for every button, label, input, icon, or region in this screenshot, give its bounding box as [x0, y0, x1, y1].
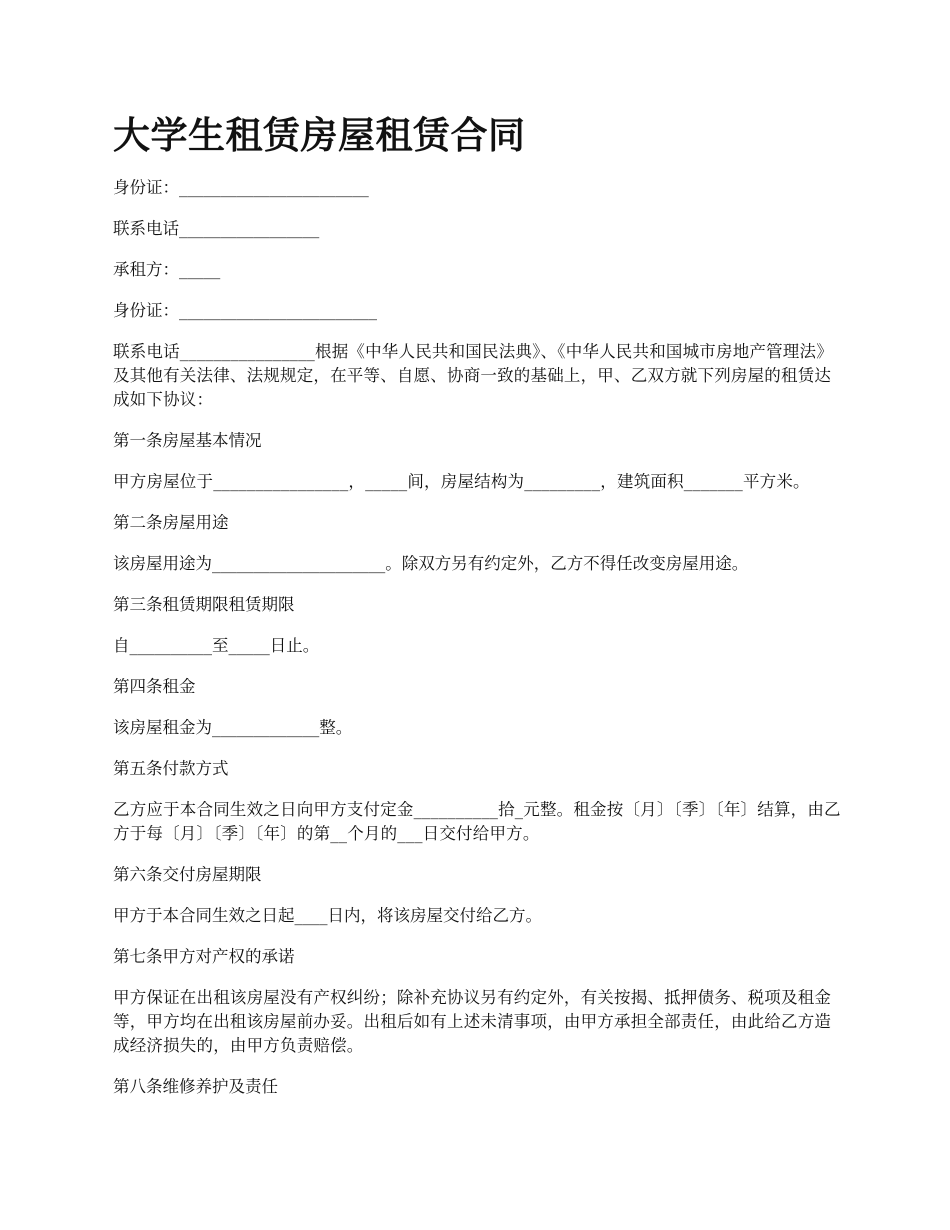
document-title: 大学生租赁房屋租赁合同 [113, 114, 526, 157]
preamble-paragraph: 联系电话________________根据《中华人民共和国民法典》、《中华人民共和国城市房地产管理法》及其他有关法律、法规规定，在平等、自愿、协商一致的基础上，甲、乙双方就下列房屋的租赁达成如下协议： [113, 342, 833, 409]
document-body [113, 176, 843, 1116]
article-2-text: 该房屋用途为_____________________。除双方另有约定外，乙方不得任改变房屋用途。 [113, 554, 749, 573]
article-4-text: 该房屋租金为_____________整。 [113, 718, 353, 737]
article-3-heading: 第三条租赁期限租赁期限 [113, 595, 295, 614]
article-6-heading: 第六条交付房屋期限 [113, 865, 262, 884]
article-4-heading: 第四条租金 [113, 677, 196, 696]
article-5-text: 乙方应于本合同生效之日向甲方支付定金__________拾_元整。租金按〔月〕〔季〕〔年〕结算，由乙方于每〔月〕〔季〕〔年〕的第__个月的___日交付给甲方。 [113, 800, 841, 843]
article-7-text: 甲方保证在出租该房屋没有产权纠纷；除补充协议另有约定外，有关按揭、抵押债务、税项及租金等，甲方均在出租该房屋前办妥。出租后如有上述未清事项，由甲方承担全部责任，由此给乙方造成经济损失的，由甲方负责赔偿。 [113, 988, 832, 1055]
article-1-text: 甲方房屋位于________________，_____间，房屋结构为_________，建筑面积_______平方米。 [113, 472, 810, 491]
article-3-text: 自__________至_____日止。 [113, 636, 320, 655]
tenant-line: 承租方：_____ [113, 260, 221, 279]
article-6-text: 甲方于本合同生效之日起____日内，将该房屋交付给乙方。 [113, 906, 542, 925]
article-5-heading: 第五条付款方式 [113, 759, 229, 778]
article-1-heading: 第一条房屋基本情况 [113, 431, 262, 450]
article-2-heading: 第二条房屋用途 [113, 513, 229, 532]
id-card-line-2: 身份证：________________________ [113, 301, 377, 320]
article-8-heading: 第八条维修养护及责任 [113, 1077, 278, 1096]
article-7-heading: 第七条甲方对产权的承诺 [113, 947, 295, 966]
phone-line-1: 联系电话_________________ [113, 219, 320, 238]
id-card-line-1: 身份证：_______________________ [113, 178, 369, 197]
